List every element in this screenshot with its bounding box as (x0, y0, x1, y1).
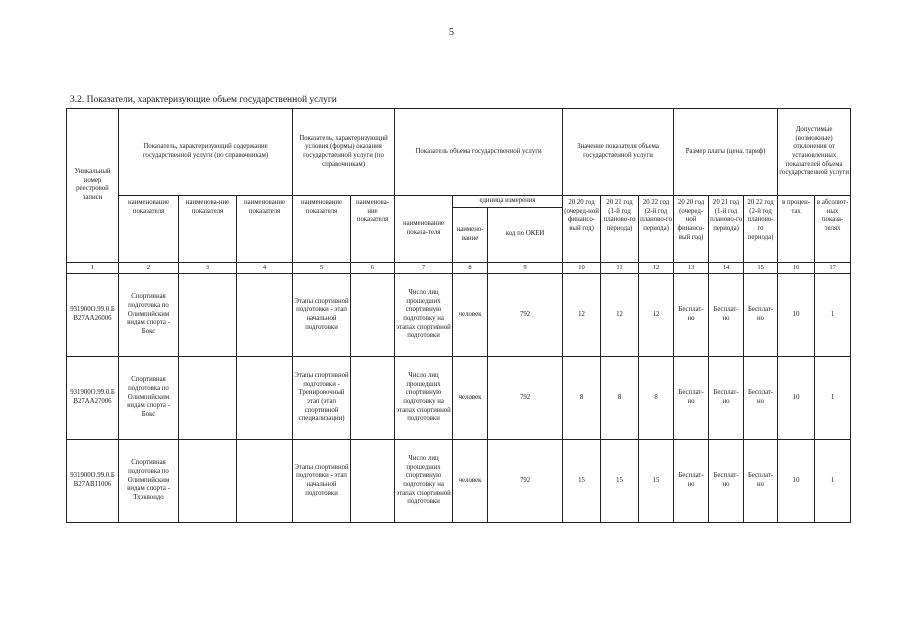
header-unit: единица измерения (453, 196, 563, 208)
cell-value-2020: 8 (563, 357, 601, 440)
column-number: 8 (453, 262, 488, 273)
header-name-indicator: наименова-ние показателя (179, 196, 237, 263)
cell-fee-2022: Бесплат-но (744, 357, 778, 440)
cell-fee-2020: Бесплат-но (674, 357, 709, 440)
cell-empty (237, 357, 293, 440)
cell-okei-code: 792 (488, 440, 563, 523)
cell-registry-number: 931900О.99.0.БВ27АВ11006 (67, 440, 119, 523)
column-number: 2 (119, 262, 179, 273)
cell-deviation-percent: 10 (778, 357, 815, 440)
page-number: 5 (449, 27, 454, 38)
header-year-2022-fee: 20 22 год (2-й год планово-го периода) (744, 196, 778, 263)
cell-value-2021: 12 (601, 274, 639, 357)
column-number: 4 (237, 262, 293, 273)
column-number: 12 (639, 262, 674, 273)
header-deviation: Допустимые (возможные) отклонения от установленных показателей объема государственной услуги (778, 109, 851, 196)
cell-fee-2022: Бесплат-но (744, 274, 778, 357)
volume-indicators-table (66, 108, 851, 523)
column-number: 14 (709, 262, 744, 273)
cell-empty (179, 274, 237, 357)
cell-value-2020: 15 (563, 440, 601, 523)
header-year-2021-fee: 20 21 год (1-й год планово-го периода) (709, 196, 744, 263)
cell-service-condition: Этапы спортивной подготовки - Тренировочный этап (этап спортивной специализации) (293, 357, 351, 440)
column-number: 7 (395, 262, 453, 273)
cell-fee-2022: Бесплат-но (744, 440, 778, 523)
header-name-indicator: наименование показателя (119, 196, 179, 263)
cell-unit-name: человек (453, 274, 488, 357)
cell-value-2022: 12 (639, 274, 674, 357)
cell-service-condition: Этапы спортивной подготовки - этап начальной подготовки (293, 274, 351, 357)
cell-fee-2021: Бесплат-но (709, 357, 744, 440)
cell-indicator-name: Число лиц прошедших спортивную подготовку на этапах спортивной подготовки (395, 357, 453, 440)
cell-value-2022: 15 (639, 440, 674, 523)
header-year-2020-value: 20 20 год (очеред-ной финансо-вый год) (563, 196, 601, 263)
header-indicator-name: наименование показа-теля (395, 196, 453, 263)
header-name-indicator: наименование показателя (237, 196, 293, 263)
cell-deviation-percent: 10 (778, 440, 815, 523)
cell-fee-2020: Бесплат-но (674, 440, 709, 523)
cell-deviation-absolute: 1 (815, 357, 851, 440)
cell-empty (351, 274, 395, 357)
cell-service-condition: Этапы спортивной подготовки - этап начальной подготовки (293, 440, 351, 523)
header-volume-indicator: Показатель объема государственной услуги (395, 109, 563, 196)
cell-fee-2021: Бесплат-но (709, 440, 744, 523)
cell-empty (237, 440, 293, 523)
cell-deviation-absolute: 1 (815, 440, 851, 523)
column-number: 1 (67, 262, 119, 273)
column-number: 17 (815, 262, 851, 273)
section-title: 3.2. Показатели, характеризующие объем государственной услуги (70, 95, 337, 105)
table-row (67, 357, 851, 440)
cell-indicator-name: Число лиц прошедших спортивную подготовку на этапах спортивной подготовки (395, 440, 453, 523)
column-number: 10 (563, 262, 601, 273)
header-volume-value: Значение показателя объема государственной услуги (563, 109, 674, 196)
cell-unit-name: человек (453, 357, 488, 440)
header-name-indicator: наименова-ние показателя (351, 196, 395, 263)
cell-okei-code: 792 (488, 274, 563, 357)
header-conditions-indicator: Показатель, характеризующий условия (формы) оказания государственной услуги (по справочникам) (293, 109, 395, 196)
table-row (67, 440, 851, 523)
cell-registry-number: 931900О.99.0.БВ27АА27006 (67, 357, 119, 440)
cell-empty (351, 357, 395, 440)
header-fee: Размер платы (цена, тариф) (674, 109, 778, 196)
header-unit-name: наимено-вание (453, 207, 488, 262)
cell-empty (351, 440, 395, 523)
column-number: 11 (601, 262, 639, 273)
column-number: 9 (488, 262, 563, 273)
cell-indicator-name: Число лиц прошедших спортивную подготовку на этапах спортивной подготовки (395, 274, 453, 357)
cell-service-content: Спортивная подготовка по Олимпийским видам спорта - Тхэквондо (119, 440, 179, 523)
column-number: 5 (293, 262, 351, 273)
column-number: 13 (674, 262, 709, 273)
header-okei-code: код по ОКЕИ (488, 207, 563, 262)
header-percent: в процен-тах (778, 196, 815, 263)
column-number: 16 (778, 262, 815, 273)
column-number: 15 (744, 262, 778, 273)
cell-value-2021: 8 (601, 357, 639, 440)
cell-registry-number: 931900О.99.0.БВ27АА26006 (67, 274, 119, 357)
cell-deviation-absolute: 1 (815, 274, 851, 357)
header-name-indicator: наименование показателя (293, 196, 351, 263)
cell-unit-name: человек (453, 440, 488, 523)
header-absolute: в абсолют-ных показа-телях (815, 196, 851, 263)
header-content-indicator: Показатель, характеризующий содержание государственной услуги (по справочникам) (119, 109, 293, 196)
cell-value-2020: 12 (563, 274, 601, 357)
column-number: 3 (179, 262, 237, 273)
cell-okei-code: 792 (488, 357, 563, 440)
header-year-2022-value: 20 22 год (2-й год планово-го периода) (639, 196, 674, 263)
cell-empty (237, 274, 293, 357)
cell-empty (179, 440, 237, 523)
cell-service-content: Спортивная подготовка по Олимпийским видам спорта - Бокс (119, 357, 179, 440)
column-number: 6 (351, 262, 395, 273)
cell-empty (179, 357, 237, 440)
cell-value-2021: 15 (601, 440, 639, 523)
header-year-2020-fee: 20 20 год (очеред-ной финансо-вый год) (674, 196, 709, 263)
header-unique-number: Уникальный номер реестровой записи (67, 109, 119, 263)
cell-fee-2021: Бесплат-но (709, 274, 744, 357)
cell-value-2022: 8 (639, 357, 674, 440)
cell-service-content: Спортивная подготовка по Олимпийским видам спорта - Бокс (119, 274, 179, 357)
cell-fee-2020: Бесплат-но (674, 274, 709, 357)
table-row (67, 274, 851, 357)
cell-deviation-percent: 10 (778, 274, 815, 357)
header-year-2021-value: 20 21 год (1-й год планово-го периода) (601, 196, 639, 263)
